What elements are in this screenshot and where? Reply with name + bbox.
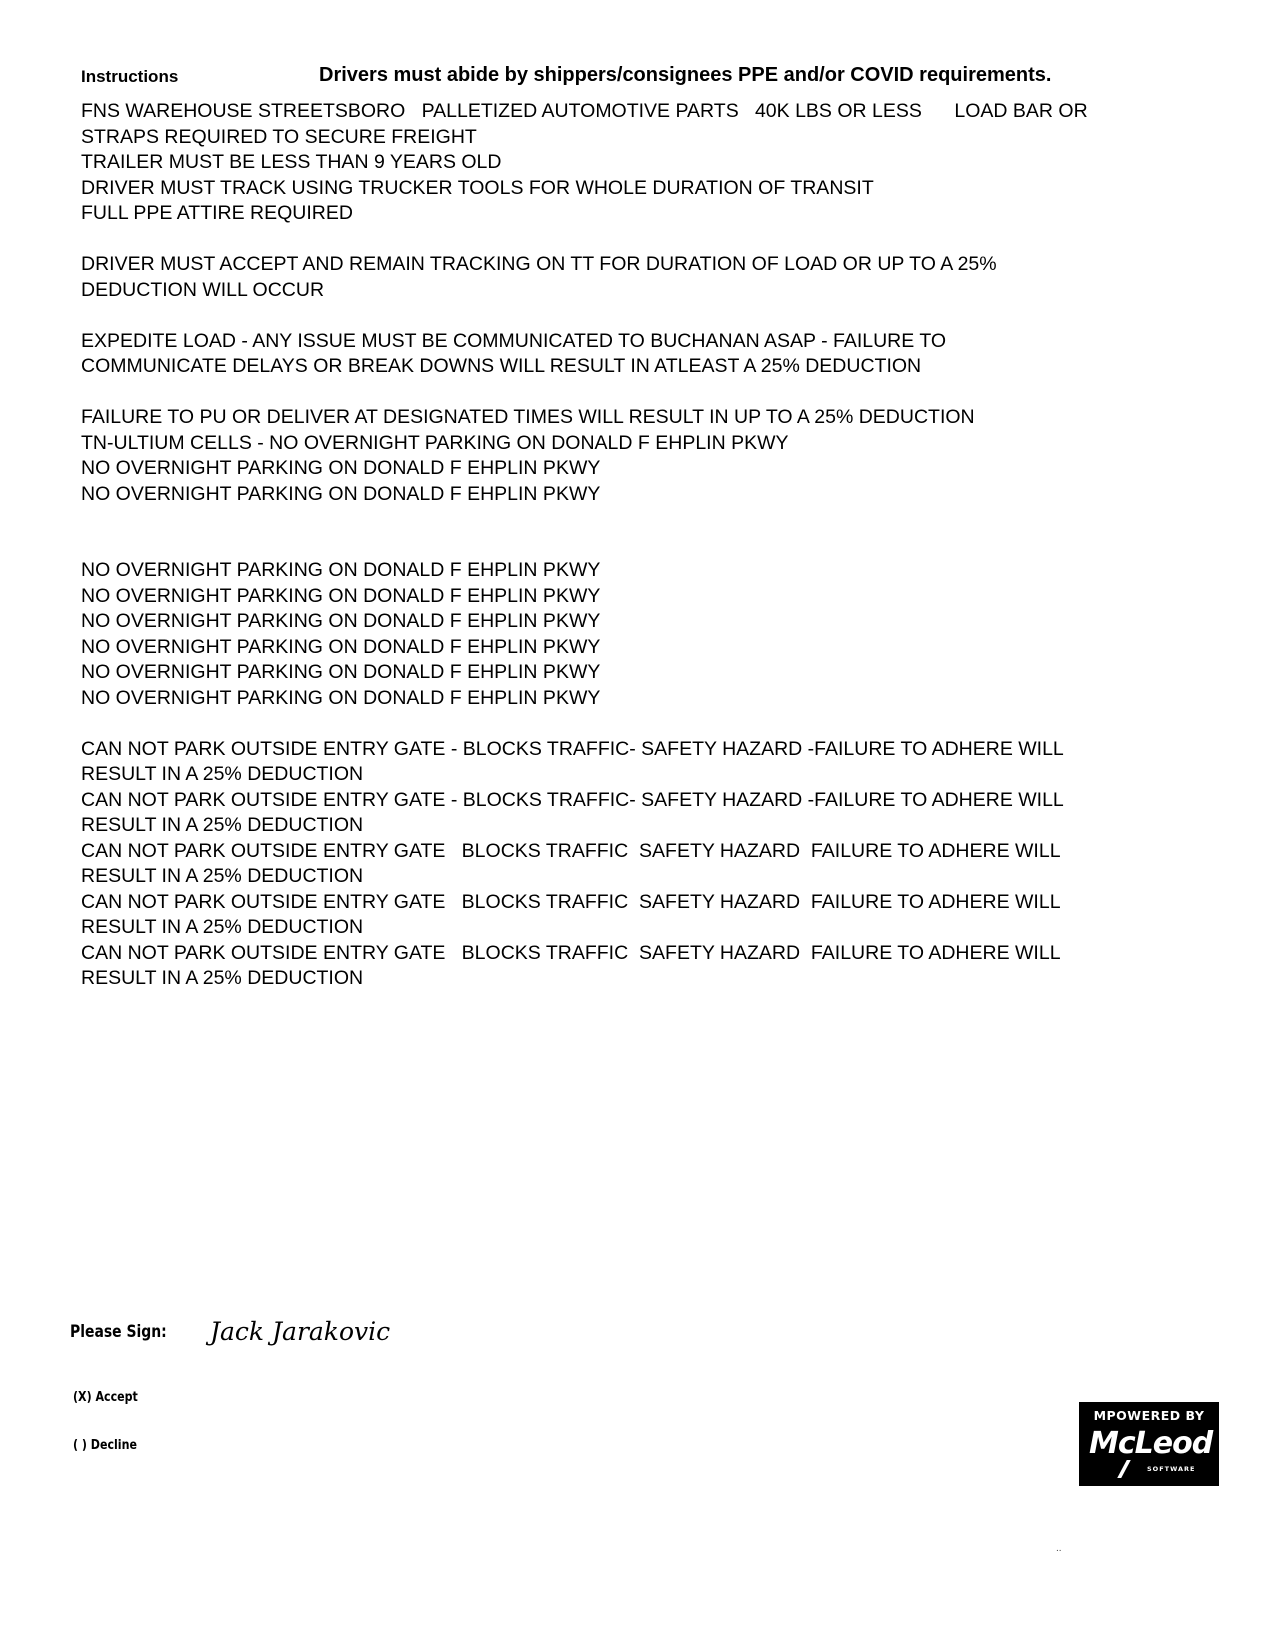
instruction-line: NO OVERNIGHT PARKING ON DONALD F EHPLIN PKWY: [81, 482, 601, 505]
signature-row: [70, 1317, 570, 1360]
instruction-line: COMMUNICATE DELAYS OR BREAK DOWNS WILL RESULT IN ATLEAST A 25% DEDUCTION: [81, 355, 922, 377]
instruction-line: RESULT IN A 25% DEDUCTION: [81, 916, 364, 938]
instruction-line: DEDUCTION WILL OCCUR: [81, 278, 325, 301]
instruction-line: NO OVERNIGHT PARKING ON DONALD F EHPLIN PKWY: [81, 661, 601, 683]
instruction-line: NO OVERNIGHT PARKING ON DONALD F EHPLIN PKWY: [81, 559, 601, 581]
covid-notice: Drivers must abide by shippers/consignees PPE and/or COVID requirements.: [319, 64, 1052, 86]
mcleod-logo: [1079, 1402, 1219, 1486]
footer-mark: ..: [1056, 1543, 1062, 1554]
instruction-line: CAN NOT PARK OUTSIDE ENTRY GATE BLOCKS TRAFFIC SAFETY HAZARD FAILURE TO ADHERE WILL: [81, 839, 1061, 862]
instruction-line: NO OVERNIGHT PARKING ON DONALD F EHPLIN PKWY: [81, 610, 601, 632]
logo-slash-mark: [1117, 1460, 1131, 1478]
blank-line: [81, 507, 1201, 533]
instruction-line: NO OVERNIGHT PARKING ON DONALD F EHPLIN PKWY: [81, 457, 601, 479]
instructions-label: Instructions: [81, 67, 179, 86]
instruction-line: RESULT IN A 25% DEDUCTION: [81, 763, 364, 785]
instruction-line: TRAILER MUST BE LESS THAN 9 YEARS OLD: [81, 151, 502, 173]
blank-line: [81, 380, 1201, 406]
instruction-line: EXPEDITE LOAD - ANY ISSUE MUST BE COMMUNICATED TO BUCHANAN ASAP - FAILURE TO: [81, 329, 947, 352]
instruction-line: RESULT IN A 25% DEDUCTION: [81, 814, 364, 836]
instruction-line: CAN NOT PARK OUTSIDE ENTRY GATE - BLOCKS TRAFFIC- SAFETY HAZARD -FAILURE TO ADHERE WILL: [81, 788, 1064, 811]
instruction-line: NO OVERNIGHT PARKING ON DONALD F EHPLIN PKWY: [81, 635, 601, 658]
instruction-line: RESULT IN A 25% DEDUCTION: [81, 865, 364, 887]
instruction-line: CAN NOT PARK OUTSIDE ENTRY GATE BLOCKS TRAFFIC SAFETY HAZARD FAILURE TO ADHERE WILL: [81, 890, 1061, 913]
logo-top-text: MPOWERED BY: [1093, 1408, 1205, 1423]
accept-option: (X) Accept: [73, 1390, 138, 1405]
instruction-line: FULL PPE ATTIRE REQUIRED: [81, 202, 353, 224]
blank-line: [81, 227, 1201, 253]
instruction-line: STRAPS REQUIRED TO SECURE FREIGHT: [81, 125, 477, 148]
logo-sub-text: SOFTWARE: [1147, 1465, 1196, 1473]
instruction-lines: [81, 99, 1201, 992]
handwritten-signature: Jack Jarakovic: [210, 1317, 391, 1346]
instructions-header: [81, 64, 1201, 94]
decline-option: ( ) Decline: [73, 1438, 137, 1453]
instruction-line: DRIVER MUST ACCEPT AND REMAIN TRACKING ON TT FOR DURATION OF LOAD OR UP TO A 25%: [81, 253, 997, 275]
logo-brand-text: McLeod: [1089, 1426, 1213, 1461]
instruction-line: FNS WAREHOUSE STREETSBORO PALLETIZED AUTOMOTIVE PARTS 40K LBS OR LESS LOAD BAR OR: [81, 100, 1088, 122]
instruction-line: NO OVERNIGHT PARKING ON DONALD F EHPLIN PKWY: [81, 584, 601, 607]
instruction-line: CAN NOT PARK OUTSIDE ENTRY GATE - BLOCKS TRAFFIC- SAFETY HAZARD -FAILURE TO ADHERE WILL: [81, 737, 1064, 760]
instruction-line: TN-ULTIUM CELLS - NO OVERNIGHT PARKING ON DONALD F EHPLIN PKWY: [81, 431, 789, 454]
instruction-line: DRIVER MUST TRACK USING TRUCKER TOOLS FOR WHOLE DURATION OF TRANSIT: [81, 176, 874, 199]
blank-line: [81, 303, 1201, 329]
instruction-line: CAN NOT PARK OUTSIDE ENTRY GATE BLOCKS TRAFFIC SAFETY HAZARD FAILURE TO ADHERE WILL: [81, 941, 1061, 964]
instruction-line: NO OVERNIGHT PARKING ON DONALD F EHPLIN PKWY: [81, 686, 601, 709]
instruction-line: RESULT IN A 25% DEDUCTION: [81, 967, 364, 989]
blank-line: [81, 533, 1201, 559]
instruction-line: FAILURE TO PU OR DELIVER AT DESIGNATED TIMES WILL RESULT IN UP TO A 25% DEDUCTION: [81, 406, 975, 428]
blank-line: [81, 711, 1201, 737]
please-sign-label: Please Sign:: [70, 1322, 167, 1342]
